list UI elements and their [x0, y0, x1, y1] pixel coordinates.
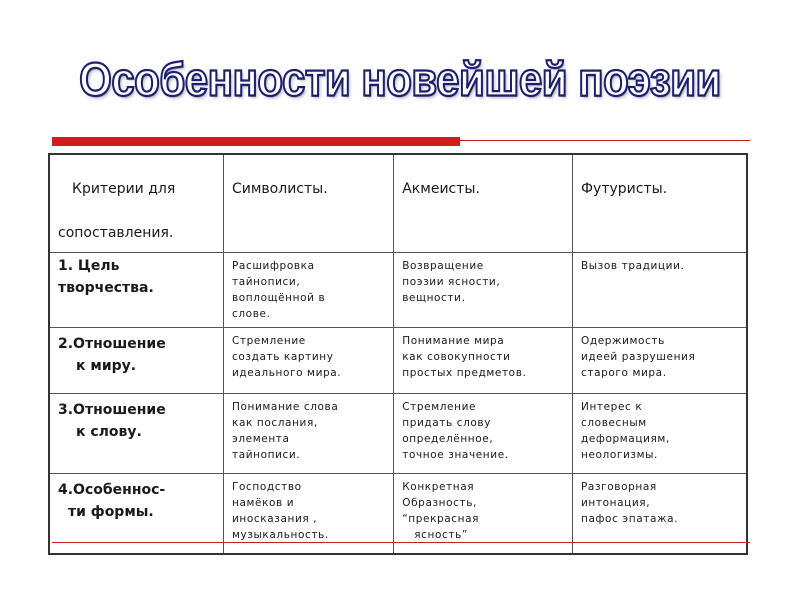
cell-line: намёков и [232, 497, 295, 509]
cell-line: Стремление [402, 401, 477, 413]
cell-line: интонация, [580, 497, 651, 509]
cell-line: Образность, [402, 497, 477, 509]
symbolists-cell [224, 394, 394, 474]
futurists-cell [572, 394, 747, 474]
criterion-cell [49, 328, 224, 394]
cell-line: Разговорная [580, 481, 657, 493]
cell-line: определённое, [402, 433, 494, 445]
criterion-line: 3.Отношение [58, 402, 166, 418]
cell-line: как послания, [232, 417, 318, 429]
cell-line: музыкальность. [232, 529, 329, 541]
cell-line: создать картину [232, 351, 334, 363]
cell-line: Вызов традиции. [580, 260, 685, 272]
cell-line: Понимание слова [232, 401, 339, 413]
cell-line: простых предметов. [402, 367, 527, 379]
cell-line: Возвращение [402, 260, 484, 272]
cell-line: Понимание мира [402, 335, 505, 347]
cell-line: Интерес к [580, 401, 643, 413]
criterion-line [58, 355, 215, 377]
symbolists-cell [224, 253, 394, 328]
title-underline-thin [52, 140, 750, 141]
cell-line: иносказания , [232, 513, 318, 525]
header-acmeists: Акмеисты. [394, 154, 573, 253]
header-row [49, 154, 747, 253]
cell-line: воплощённой в [232, 292, 326, 304]
criterion-cell [49, 394, 224, 474]
header-criteria-line2: сопоставления. [58, 225, 174, 241]
cell-line: пафос эпатажа. [580, 513, 679, 525]
cell-line: деформациям, [580, 433, 670, 445]
page-title: Особенности новейшей поэзии [79, 53, 721, 106]
cell-line: тайнописи. [232, 449, 301, 461]
cell-line: неологизмы. [580, 449, 658, 461]
cell-line: тайнописи, [232, 276, 301, 288]
table-row [49, 328, 747, 394]
cell-line: точное значение. [402, 449, 509, 461]
symbolists-cell [224, 328, 394, 394]
cell-line-text: ясность” [414, 529, 468, 541]
bottom-rule [52, 542, 750, 543]
acmeists-cell [394, 253, 573, 328]
header-futurists: Футуристы. [572, 154, 747, 253]
criterion-line-text: к слову. [76, 424, 142, 440]
criterion-cell [49, 253, 224, 328]
cell-line: Одержимость [580, 335, 665, 347]
cell-line: придать слову [402, 417, 492, 429]
cell-line: слове. [232, 308, 271, 320]
cell-line: “прекрасная [402, 513, 480, 525]
acmeists-cell [394, 328, 573, 394]
cell-line: словесным [580, 417, 647, 429]
cell-line [402, 527, 564, 543]
criterion-line [58, 501, 215, 523]
cell-line: Господство [232, 481, 302, 493]
cell-line: элемента [232, 433, 290, 445]
table-row [49, 394, 747, 474]
table-row [49, 253, 747, 328]
criterion-line-text: к миру. [76, 358, 137, 374]
criterion-line: 4.Особеннос- [58, 482, 166, 498]
criterion-line: 2.Отношение [58, 336, 166, 352]
acmeists-cell [394, 394, 573, 474]
cell-line: Стремление [232, 335, 306, 347]
futurists-cell [572, 328, 747, 394]
cell-line: вещности. [402, 292, 466, 304]
cell-line: Конкретная [402, 481, 475, 493]
title-underline-thick [52, 137, 460, 146]
comparison-table [48, 153, 748, 555]
criterion-line-text: ти формы. [68, 504, 154, 520]
header-criteria [49, 154, 224, 253]
criterion-line [58, 421, 215, 443]
cell-line: старого мира. [580, 367, 667, 379]
criterion-line: творчества. [58, 280, 154, 296]
cell-line: идеального мира. [232, 367, 342, 379]
header-criteria-line1: Критерии для [72, 181, 176, 197]
cell-line: Расшифровка [232, 260, 315, 272]
cell-line: идеей разрушения [580, 351, 696, 363]
header-symbolists: Символисты. [224, 154, 394, 253]
cell-line: как совокупности [402, 351, 511, 363]
cell-line: поэзии ясности, [402, 276, 501, 288]
criterion-line: 1. Цель [58, 258, 120, 274]
futurists-cell [572, 253, 747, 328]
